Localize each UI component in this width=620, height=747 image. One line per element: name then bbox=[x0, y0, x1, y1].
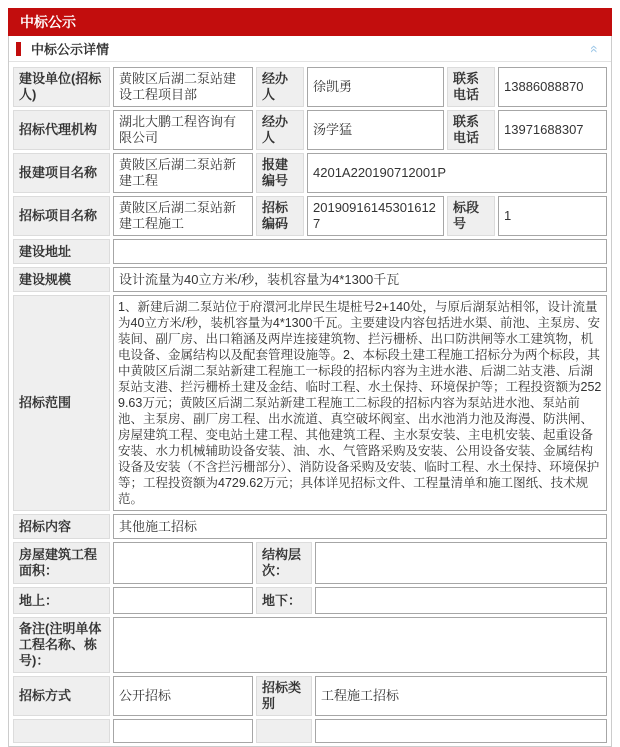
table-row bbox=[13, 67, 607, 107]
phone-label: 联系电话 bbox=[447, 67, 495, 107]
building-area-label: 房屋建筑工程面积： bbox=[13, 542, 110, 584]
project-no-label: 报建编号 bbox=[256, 153, 304, 193]
phone-value: 13886088870 bbox=[498, 67, 607, 107]
table-row bbox=[13, 542, 607, 584]
collapse-up-icon[interactable]: « bbox=[587, 44, 604, 53]
above-ground-label: 地上： bbox=[13, 587, 110, 614]
project-name-label: 报建项目名称 bbox=[13, 153, 110, 193]
detail-panel bbox=[8, 36, 612, 747]
table-row bbox=[13, 196, 607, 236]
scope-label: 招标范围 bbox=[13, 295, 110, 511]
tenderee-value: 黄陂区后湖二泵站建设工程项目部 bbox=[113, 67, 253, 107]
section-title: 中标公示详情 bbox=[31, 42, 110, 57]
table-row bbox=[13, 239, 607, 264]
clipped-row-label2 bbox=[256, 719, 312, 743]
scale-value: 设计流量为40立方米/秒，装机容量为4*1300千瓦 bbox=[113, 267, 607, 292]
remark-value bbox=[113, 617, 607, 673]
structure-value bbox=[315, 542, 607, 584]
handler-label: 经办人 bbox=[256, 67, 304, 107]
table-row bbox=[13, 617, 607, 673]
page-title: 中标公示 bbox=[20, 14, 76, 30]
category-label: 招标类别 bbox=[256, 676, 312, 716]
remark-label: 备注(注明单体工程名称、栋号)： bbox=[13, 617, 110, 673]
address-label: 建设地址 bbox=[13, 239, 110, 264]
table-row bbox=[13, 267, 607, 292]
content-label: 招标内容 bbox=[13, 514, 110, 539]
clipped-row-label bbox=[13, 719, 110, 743]
section-header bbox=[9, 36, 611, 62]
table-row bbox=[13, 153, 607, 193]
address-value bbox=[113, 239, 607, 264]
table-row bbox=[13, 295, 607, 511]
method-label: 招标方式 bbox=[13, 676, 110, 716]
structure-label: 结构层次： bbox=[256, 542, 312, 584]
table-row bbox=[13, 587, 607, 614]
page-title-bar bbox=[8, 8, 612, 36]
agency-label: 招标代理机构 bbox=[13, 110, 110, 150]
section-no-value: 1 bbox=[498, 196, 607, 236]
clipped-row-value1 bbox=[113, 719, 253, 743]
building-area-value bbox=[113, 542, 253, 584]
tender-code-value: 201909161453016127 bbox=[307, 196, 444, 236]
content-value: 其他施工招标 bbox=[113, 514, 607, 539]
table-row bbox=[13, 514, 607, 539]
detail-table bbox=[9, 62, 611, 743]
below-ground-value bbox=[315, 587, 607, 614]
scope-value: 1、新建后湖二泵站位于府澴河北岸民生堤桩号2+140处，与原后湖泵站相邻，设计流量为40立方米/秒，装机容量为4*1300千瓦。主要建设内容包括进水渠、前池、主泵房、安装间、副厂房、出口箱涵及两岸连接建筑物、拦污栅桥、出口防洪闸等水工建筑物，机电设备、金属结构以及配套管理设施等。2、本标段土建工程施工招标分为两个标段，其中黄陂区后湖二泵站新建工程施工一标段的招标内容为主进水港、后湖二站支港、后湖泵站支港、拦污栅桥土建及金结、临时工程、水土保持、环境保护等；工程投资额为2529.63万元；黄陂区后湖二泵站新建工程施工二标段的招标内容为泵站进水池、泵站前池、主泵房、副厂房工程、出水流道、真空破坏阀室、出水池消力池及海漫、防洪闸、房屋建筑工程、变电站土建工程、其他建筑工程、主水泵安装、主电机安装、起重设备安装、水力机械辅助设备安装、油、水、气管路采购及安装、公用设备安装、金属结构设备及安装（不含拦污栅部分）、消防设备采购及安装、临时工程、水土保持、环境保护等；工程投资额为4729.62万元；具体详见招标文件、工程量清单和施工图纸、技术规范。 bbox=[113, 295, 607, 511]
table-row bbox=[13, 719, 607, 743]
above-ground-value bbox=[113, 587, 253, 614]
page-container bbox=[8, 8, 612, 747]
handler2-label: 经办人 bbox=[256, 110, 304, 150]
tender-project-value: 黄陂区后湖二泵站新建工程施工 bbox=[113, 196, 253, 236]
red-accent-bar bbox=[16, 42, 21, 56]
section-no-label: 标段号 bbox=[447, 196, 495, 236]
project-no-value: 4201A220190712001P bbox=[307, 153, 607, 193]
table-row bbox=[13, 110, 607, 150]
category-value: 工程施工招标 bbox=[315, 676, 607, 716]
method-value: 公开招标 bbox=[113, 676, 253, 716]
table-row bbox=[13, 676, 607, 716]
tender-project-label: 招标项目名称 bbox=[13, 196, 110, 236]
handler2-value: 汤学猛 bbox=[307, 110, 444, 150]
tender-code-label: 招标编码 bbox=[256, 196, 304, 236]
phone2-label: 联系电话 bbox=[447, 110, 495, 150]
tenderee-label: 建设单位(招标人) bbox=[13, 67, 110, 107]
phone2-value: 13971688307 bbox=[498, 110, 607, 150]
handler-value: 徐凯勇 bbox=[307, 67, 444, 107]
clipped-row-value2 bbox=[315, 719, 607, 743]
below-ground-label: 地下： bbox=[256, 587, 312, 614]
agency-value: 湖北大鹏工程咨询有限公司 bbox=[113, 110, 253, 150]
scale-label: 建设规模 bbox=[13, 267, 110, 292]
project-name-value: 黄陂区后湖二泵站新建工程 bbox=[113, 153, 253, 193]
